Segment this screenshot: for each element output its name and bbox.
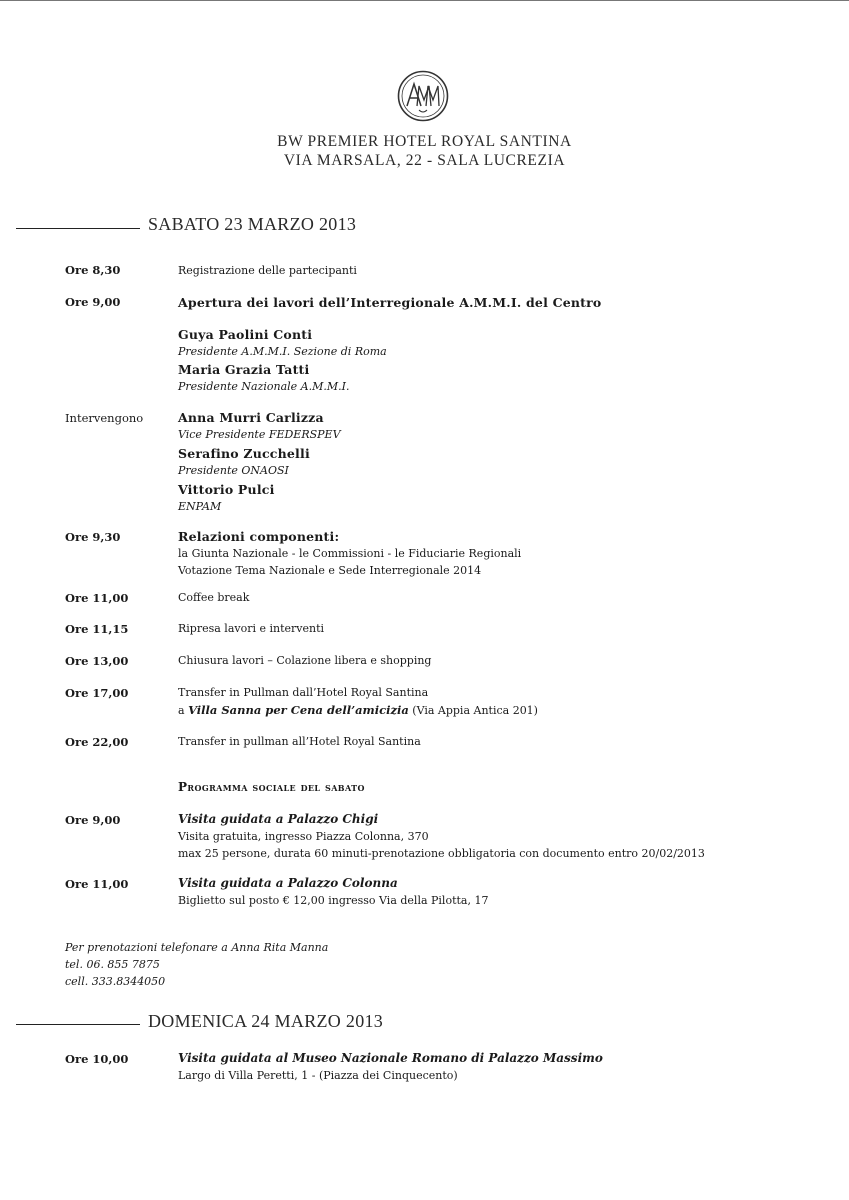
agenda-text: Registrazione delle partecipanti — [178, 264, 357, 277]
agenda-text: Coffee break — [178, 591, 250, 604]
visit-detail: Visita gratuita, ingresso Piazza Colonna, 370 — [178, 830, 429, 843]
hotel-name: BW PREMIER HOTEL ROYAL SANTINA — [277, 133, 572, 150]
agenda-text: Transfer in Pullman dall’Hotel Royal Santina — [178, 686, 429, 699]
speaker-name: Vittorio Pulci — [178, 482, 275, 497]
speaker-role: ENPAM — [178, 500, 222, 513]
visit-title: Visita guidata al Museo Nazionale Romano di Palazzo Massimo — [178, 1051, 603, 1065]
booking-note: Per prenotazioni telefonare a Anna Rita Manna — [65, 941, 329, 954]
speaker-role: Presidente ONAOSI — [178, 464, 289, 477]
time-label: Ore 9,00 — [65, 813, 121, 827]
time-label: Ore 11,00 — [65, 591, 129, 605]
top-border — [0, 0, 849, 1]
time-label: Ore 13,00 — [65, 654, 129, 668]
agenda-text: Transfer in pullman all’Hotel Royal Santina — [178, 735, 421, 748]
visit-title: Visita guidata a Palazzo Colonna — [178, 876, 398, 890]
agenda-text: Chiusura lavori – Colazione libera e shopping — [178, 654, 432, 667]
social-title: Programma sociale del sabato — [178, 780, 365, 794]
agenda-detail: Votazione Tema Nazionale e Sede Interregionale 2014 — [178, 564, 482, 577]
speaker-role: Presidente A.M.M.I. Sezione di Roma — [178, 345, 387, 358]
agenda-text: Ripresa lavori e interventi — [178, 622, 325, 635]
booking-cell: cell. 333.8344050 — [65, 975, 166, 988]
time-label: Ore 9,30 — [65, 530, 121, 544]
agenda-detail: la Giunta Nazionale - le Commissioni - le Fiduciarie Regionali — [178, 547, 522, 560]
intervengono-label: Intervengono — [65, 411, 144, 425]
speaker-name: Maria Grazia Tatti — [178, 362, 310, 377]
visit-detail: Biglietto sul posto € 12,00 ingresso Via della Pilotta, 17 — [178, 894, 489, 907]
speaker-role: Presidente Nazionale A.M.M.I. — [178, 380, 350, 393]
agenda-text: Apertura dei lavori dell’Interregionale A.M.M.I. del Centro — [178, 295, 602, 310]
time-label: Ore 22,00 — [65, 735, 129, 749]
ammi-logo-icon — [397, 70, 449, 122]
time-label: Ore 17,00 — [65, 686, 129, 700]
agenda-detail — [178, 703, 538, 717]
day2-rule — [16, 1024, 140, 1025]
hotel-address: VIA MARSALA, 22 - SALA LUCREZIA — [283, 152, 566, 169]
time-label: Ore 9,00 — [65, 295, 121, 309]
visit-detail: Largo di Villa Peretti, 1 - (Piazza dei Cinquecento) — [178, 1069, 458, 1082]
agenda-detail-prefix: a — [178, 704, 189, 717]
day2-title: DOMENICA 24 MARZO 2013 — [148, 1011, 384, 1031]
time-label: Ore 11,00 — [65, 877, 129, 891]
day1-rule — [16, 228, 140, 229]
visit-detail: max 25 persone, durata 60 minuti-prenotazione obbligatoria con documento entro 20/02/2013 — [178, 847, 705, 860]
dinner-address: (Via Appia Antica 201) — [408, 704, 538, 717]
time-label: Ore 10,00 — [65, 1052, 129, 1066]
speaker-role: Vice Presidente FEDERSPEV — [178, 428, 341, 441]
booking-phone: tel. 06. 855 7875 — [65, 958, 160, 971]
visit-title: Visita guidata a Palazzo Chigi — [178, 812, 379, 826]
speaker-name: Serafino Zucchelli — [178, 446, 310, 461]
speaker-name: Anna Murri Carlizza — [178, 410, 324, 425]
dinner-venue: Villa Sanna per Cena dell’amicizia — [188, 703, 409, 717]
time-label: Ore 11,15 — [65, 622, 129, 636]
agenda-text: Relazioni componenti: — [178, 529, 340, 544]
speaker-name: Guya Paolini Conti — [178, 327, 313, 342]
day1-title: SABATO 23 MARZO 2013 — [148, 214, 357, 234]
time-label: Ore 8,30 — [65, 263, 121, 277]
